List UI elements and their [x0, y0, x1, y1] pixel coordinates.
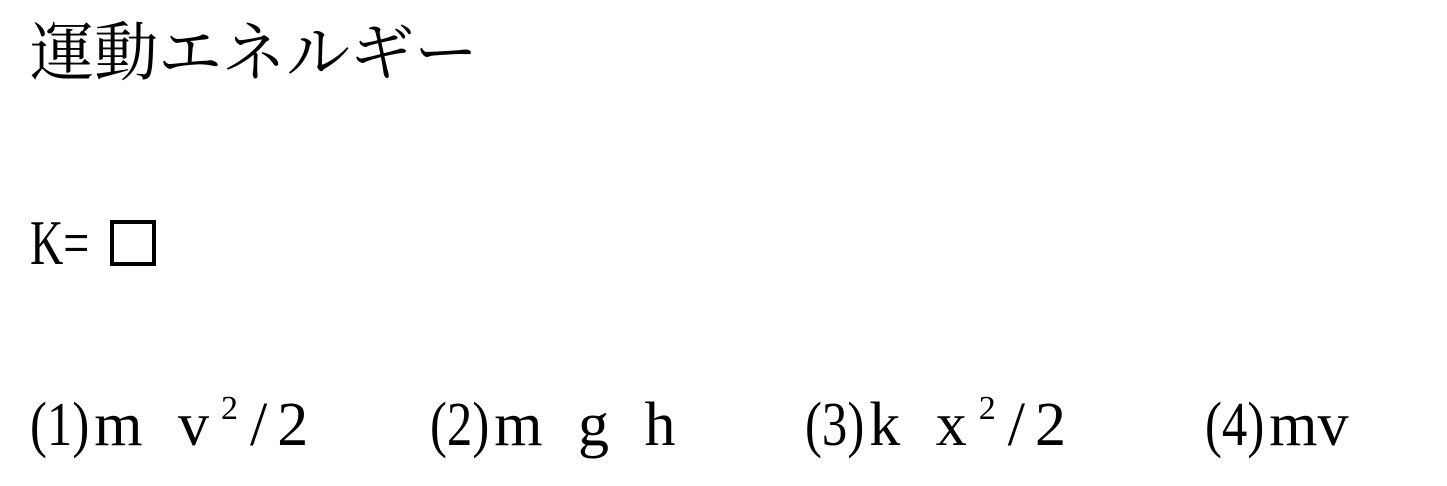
- option-expression: [1269, 380, 1348, 470]
- answer-options: [30, 380, 1430, 470]
- answer-blank-box[interactable]: [110, 220, 156, 266]
- option-2[interactable]: [430, 380, 686, 470]
- option-tail: /2: [1007, 391, 1077, 459]
- option-exponent: 2: [221, 390, 249, 427]
- option-expression: [94, 380, 318, 470]
- option-base: k x: [869, 391, 977, 459]
- option-base: mv: [1269, 391, 1349, 459]
- option-number: (4): [1205, 391, 1265, 459]
- page-title: 運動エネルギー: [30, 17, 478, 91]
- formula: [30, 208, 156, 278]
- option-base: m v: [94, 391, 220, 459]
- option-3[interactable]: [805, 380, 1076, 470]
- option-expression: [494, 380, 685, 470]
- option-exponent: 2: [978, 390, 1006, 427]
- option-number: (2): [430, 391, 490, 459]
- option-1[interactable]: [30, 380, 318, 470]
- option-tail: /2: [250, 391, 319, 459]
- formula-left-side: K=: [30, 207, 90, 278]
- option-4[interactable]: [1205, 380, 1349, 470]
- option-expression: [869, 380, 1076, 470]
- option-number: (3): [805, 391, 865, 459]
- option-number: (1): [30, 391, 90, 459]
- option-base: m g h: [494, 391, 686, 459]
